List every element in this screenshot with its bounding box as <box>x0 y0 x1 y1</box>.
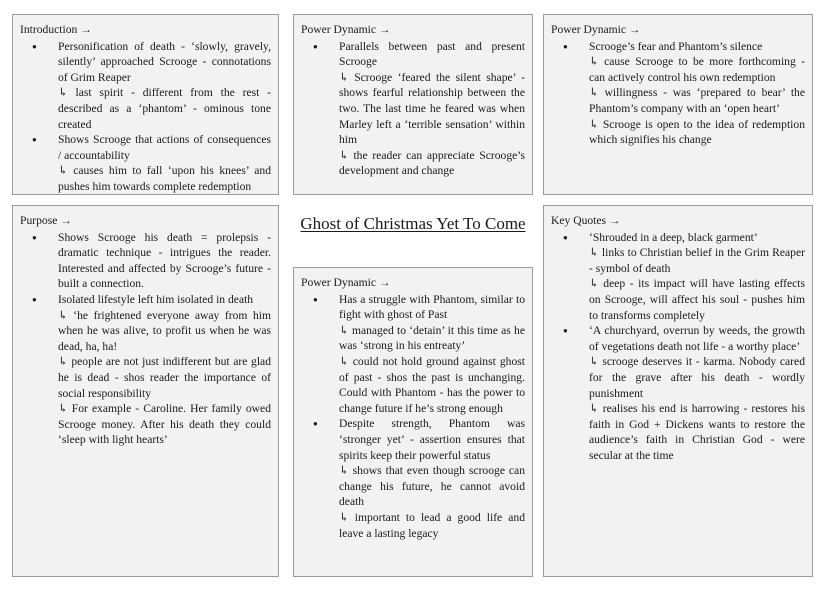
bullet-text: ● ‘A churchyard, overrun by weeds, the growth of vegetations death not life - a worthy place’ <box>589 324 805 353</box>
bullet-list <box>301 292 525 542</box>
bullet-list <box>20 39 271 195</box>
sub-point: ↳ links to Christian belief in the Grim Reaper - symbol of death <box>589 246 805 275</box>
sub-point: ↳ could not hold ground against ghost of past - shos the past is unchanging. Could with Phantom - has the power to change future if he’s strong enough <box>339 354 525 415</box>
bullet-list <box>551 39 805 148</box>
sub-point: ↳ important to lead a good life and leave a lasting legacy <box>339 510 525 540</box>
sub-point: ↳ Scrooge is open to the idea of redemption which signifies his change <box>589 117 805 147</box>
bullet-text: ● Personification of death - ‘slowly, gravely, silently’ approached Scrooge - connotations of Grim Reaper <box>58 39 271 84</box>
sub-point: ↳ the reader can appreciate Scrooge’s development and change <box>339 148 525 178</box>
bullet-point <box>58 39 271 133</box>
bullet-point <box>589 323 805 463</box>
sub-point: ↳ causes him to fall ‘upon his knees’ and pushes him towards complete redemption <box>58 164 271 193</box>
sub-point: ↳ managed to ‘detain’ it this time as he was ‘strong in his entreaty’ <box>339 323 525 353</box>
box-title: Purpose → <box>20 214 72 227</box>
bullet-text: ● Shows Scrooge that actions of consequences / accountability <box>58 133 271 162</box>
box-title: Introduction → <box>20 23 92 36</box>
bullet-point <box>339 292 525 417</box>
box-title: Power Dynamic → <box>301 23 391 36</box>
sub-point: ↳ For example - Caroline. Her family owed Scrooge money. After his death they could ‘sleep with light hearts’ <box>58 402 271 447</box>
box-title: Key Quotes → <box>551 214 621 227</box>
page-title: Ghost of Christmas Yet To Come <box>300 214 526 233</box>
bullet-text: ● Despite strength, Phantom was ‘stronger yet’ - assertion ensures that spirits keep their powerful status <box>339 417 525 462</box>
box-title: Power Dynamic → <box>551 23 641 36</box>
power-dynamic-box-2 <box>543 14 813 195</box>
bullet-point <box>339 39 525 179</box>
purpose-box <box>12 205 279 577</box>
introduction-box <box>12 14 279 195</box>
power-dynamic-box-1 <box>293 14 533 195</box>
bullet-list <box>301 39 525 179</box>
bullet-point <box>58 230 271 292</box>
bullet-text: ● Shows Scrooge his death = prolepsis - dramatic technique - intrigues the reader. Interested and affected by Scrooge’s future - built a connection. <box>58 230 271 291</box>
bullet-text: ● Parallels between past and present Scrooge <box>339 39 525 69</box>
box-title: Power Dynamic → <box>301 276 391 289</box>
key-quotes-box <box>543 205 813 577</box>
sub-point: ↳ realises his end is harrowing - restores his faith in God + Dickens wants to restore the audience’s faith in Christian God - were secular at the time <box>589 402 805 462</box>
sub-point: ↳ scrooge deserves it - karma. Nobody cared for the grave after his death - wordly punishment <box>589 355 805 400</box>
power-dynamic-box-3 <box>293 267 533 577</box>
sub-point: ↳ last spirit - different from the rest - described as a ‘phantom’ - ominous tone created <box>58 86 271 131</box>
sub-point: ↳ Scrooge ‘feared the silent shape’ - shows fearful relationship between the two. The last time he feared was when Marley left a ‘terrible sensation’ within him <box>339 70 525 147</box>
bullet-list <box>551 230 805 464</box>
sub-point: ↳ cause Scrooge to be more forthcoming - can actively control his own redemption <box>589 55 805 84</box>
sub-point: ↳ willingness - was ‘prepared to bear’ the Phantom’s company with an ‘open heart’ <box>589 86 805 115</box>
bullet-list <box>20 230 271 448</box>
bullet-point <box>589 39 805 148</box>
bullet-text: ● Has a struggle with Phantom, similar to fight with ghost of Past <box>339 292 525 322</box>
bullet-text: ● Isolated lifestyle left him isolated in death <box>58 292 254 306</box>
bullet-point <box>58 132 271 194</box>
bullet-text: ● ‘Shrouded in a deep, black garment’ <box>589 230 758 244</box>
bullet-point <box>339 416 525 541</box>
sub-point: ↳ deep - its impact will have lasting effects on Scrooge, will affect his soul - pushes him to transforms completely <box>589 277 805 322</box>
sub-point: ↳ ‘he frightened everyone away from him when he was alive, to profit us when he was dead, ha, ha! <box>58 308 271 353</box>
bullet-text: ● Scrooge’s fear and Phantom’s silence <box>589 39 763 53</box>
sub-point: ↳ people are not just indifferent but are glad he is dead - shos reader the importance of social responsibility <box>58 355 271 400</box>
bullet-point <box>58 292 271 448</box>
sub-point: ↳ shows that even though scrooge can change his future, he cannot avoid death <box>339 464 525 509</box>
bullet-point <box>589 230 805 324</box>
